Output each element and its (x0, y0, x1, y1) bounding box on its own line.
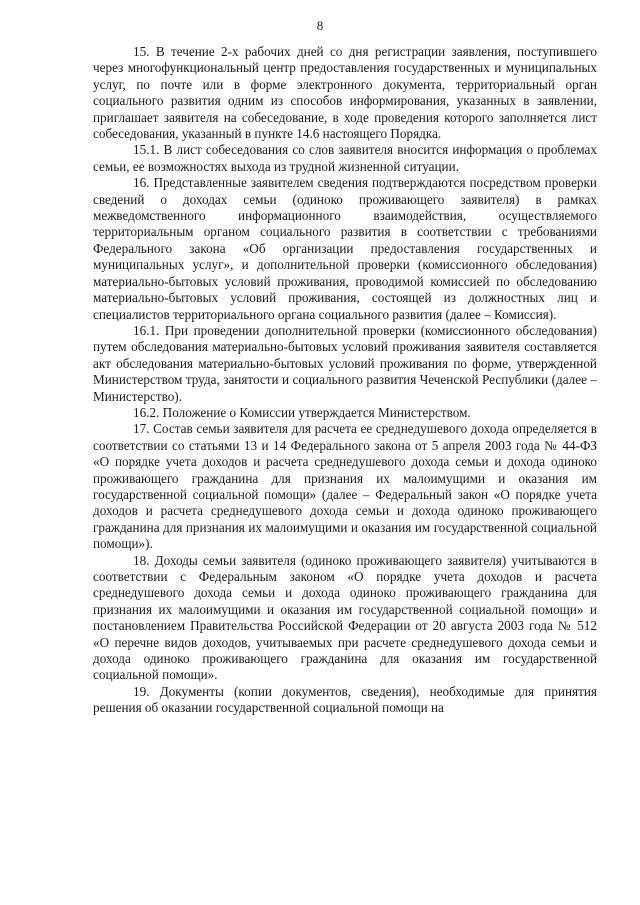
paragraph-15-1: 15.1. В лист собеседования со слов заявителя вносится информация о проблемах семьи, ее возможностях выхода из трудной жизненной ситуации. (93, 142, 597, 174)
page-number: 8 (316, 18, 324, 33)
paragraph-16: 16. Представленные заявителем сведения подтверждаются посредством проверки сведений о доходах семьи (одиноко проживающего заявителя) в рамках межведомственного информационного взаимодействия, осуществляемого территориальным органом социального развития в соответствии с требованиями Федерального закона «Об организации предоставления государственных и муниципальных услуг», и дополнительной проверки (комиссионного обследования) материально-бытовых условий проживания, проводимой комиссией по обследованию материально-бытовых условий проживания, состоящей из должностных лиц и специалистов территориального органа социального развития (далее – Комиссия). (93, 175, 597, 322)
paragraph-19: 19. Документы (копии документов, сведения), необходимые для принятия решения об оказании государственной социальной помощи на (93, 683, 597, 716)
paragraph-15: 15. В течение 2-х рабочих дней со дня регистрации заявления, поступившего через многофункциональный центр предоставления государственных и муниципальных услуг, по почте или в форме электронного документа, территориальный орган социального развития одним из способов информирования, указанных в заявлении, приглашает заявителя на собеседование, в ходе проведения которого заполняется лист собеседования, указанный в пункте 14.6 настоящего Порядка. (93, 44, 597, 142)
paragraph-16-1: 16.1. При проведении дополнительной проверки (комиссионного обследования) путем обследования материально-бытовых условий проживания заявителя составляется акт обследования материально-бытовых условий проживания по форме, утвержденной Министерством труда, занятости и социального развития Чеченской Республики (далее – Министерство). (93, 322, 597, 404)
paragraph-16-2: 16.2. Положение о Комиссии утверждается Министерством. (133, 404, 471, 420)
paragraph-17: 17. Состав семьи заявителя для расчета ее среднедушевого дохода определяется в соответствии со статьями 13 и 14 Федерального закона от 5 апреля 2003 года № 44-ФЗ «О порядке учета доходов и расчета среднедушевого дохода семьи и дохода одиноко проживающего гражданина для признания их малоимущими и оказания им государственной социальной помощи» (далее – Федеральный закон «О порядке учета доходов и расчета среднедушевого дохода семьи и дохода одиноко проживающего гражданина для признания их малоимущими и оказания им государственной социальной помощи»). (93, 421, 597, 552)
document-body (93, 44, 597, 717)
paragraph-18: 18. Доходы семьи заявителя (одиноко проживающего заявителя) учитываются в соответствии с Федеральным законом «О порядке учета доходов и расчета среднедушевого дохода семьи и дохода одиноко проживающего гражданина для признания их малоимущими и оказания им государственной социальной помощи» и постановлением Правительства Российской Федерации от 20 августа 2003 года № 512 «О перечне видов доходов, учитываемых при расчете среднедушевого дохода семьи и дохода одиноко проживающего гражданина для оказания им государственной социальной помощи». (93, 552, 597, 683)
